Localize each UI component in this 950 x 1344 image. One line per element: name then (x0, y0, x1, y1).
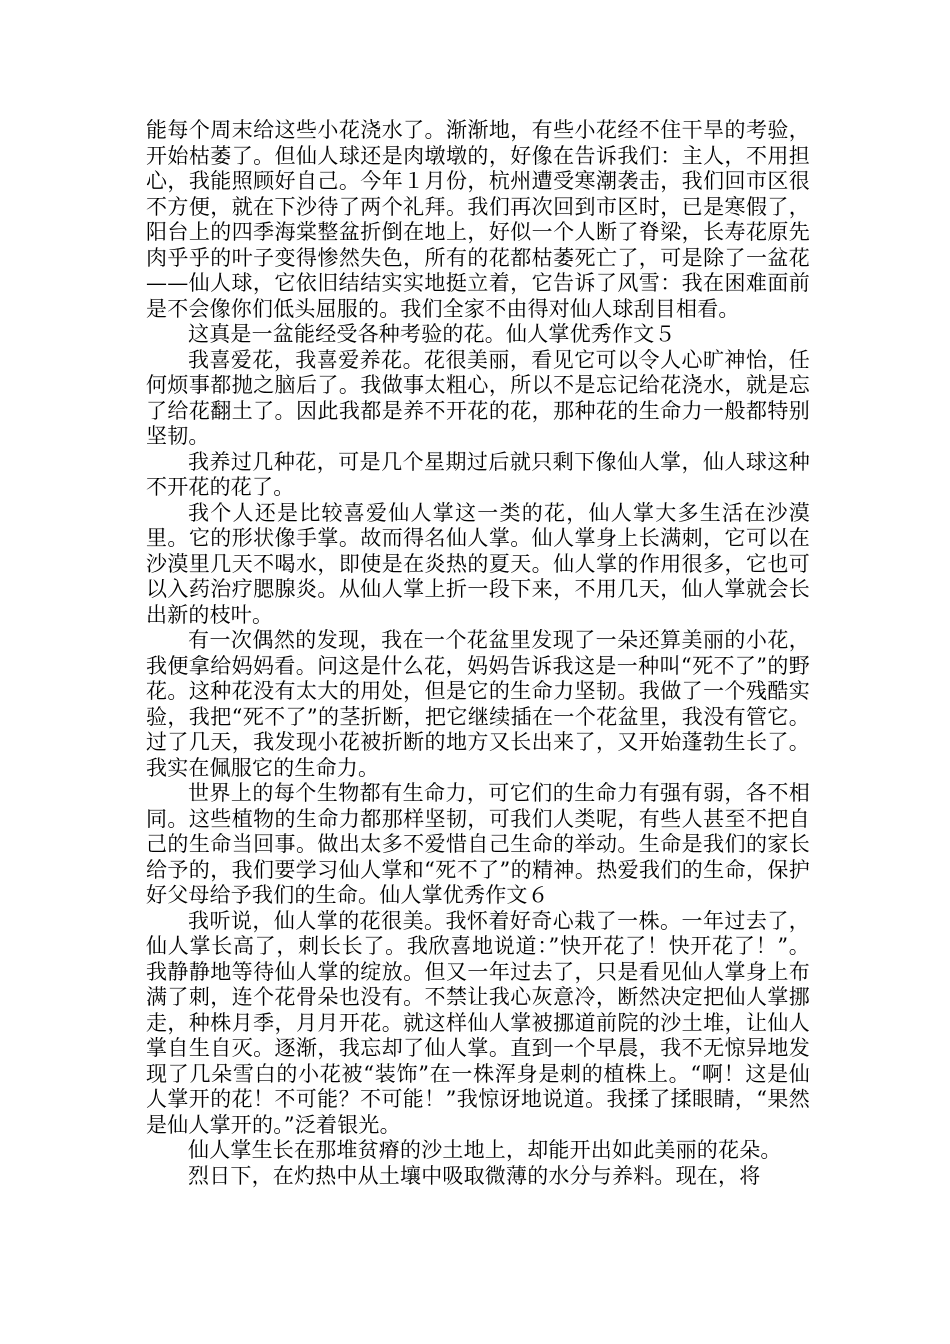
paragraph-9: 仙人掌生长在那堆贫瘠的沙土地上，却能开出如此美丽的花朵。 (188, 1138, 782, 1162)
paragraph-7: 世界上的每个生物都有生命力，可它们的生命力有强有弱，各不相同。这些植物的生命力都那样坚韧，可我们人类呢，有些人甚至不把自己的生命当回事。做出太多不爱惜自己生命的举动。生命是我们的家长给予的，我们要学习仙人掌和“死不了”的精神。热爱我们的生命，保护好父母给予我们的生命。仙人掌优秀作文６ (146, 781, 810, 907)
paragraph-5: 我个人还是比较喜爱仙人掌这一类的花，仙人掌大多生活在沙漠里。它的形状像手掌。故而得名仙人掌。仙人掌身上长满刺，它可以在沙漠里几天不喝水，即使是在炎热的夏天。仙人掌的作用很多，它也可以入药治疗腮腺炎。从仙人掌上折一段下来，不用几天，仙人掌就会长出新的枝叶。 (146, 500, 810, 627)
paragraph-1: 能每个周末给这些小花浇水了。渐渐地，有些小花经不住干旱的考验，开始枯萎了。但仙人球还是肉墩墩的，好像在告诉我们：主人，不用担心，我能照顾好自己。今年１月份，杭州遭受寒潮袭击，我们回市区很不方便，就在下沙待了两个礼拜。我们再次回到市区时，已是寒假了，阳台上的四季海棠整盆折倒在地上，好似一个人断了脊梁，长寿花原先肉乎乎的叶子变得惨然失色，所有的花都枯萎死亡了，可是除了一盆花——仙人球，它依旧结结实实地挺立着，它告诉了风雪：我在困难面前是不会像你们低头屈服的。我们全家不由得对仙人球刮目相看。 (146, 118, 810, 321)
paragraph-3: 我喜爱花，我喜爱养花。花很美丽，看见它可以令人心旷神怡，任何烦事都抛之脑后了。我做事太粗心，所以不是忘记给花浇水，就是忘了给花翻土了。因此我都是养不开花的花，那种花的生命力一般都特别坚韧。 (146, 347, 810, 448)
paragraph-6: 有一次偶然的发现，我在一个花盆里发现了一朵还算美丽的小花，我便拿给妈妈看。问这是什么花，妈妈告诉我这是一种叫“死不了”的野花。这种花没有太大的用处，但是它的生命力坚韧。我做了一个残酷实验，我把“死不了”的茎折断，把它继续插在一个花盆里，我没有管它。过了几天，我发现小花被折断的地方又长出来了，又开始蓬勃生长了。我实在佩服它的生命力。 (146, 628, 810, 780)
paragraph-10: 烈日下，在灼热中从土壤中吸取微薄的水分与养料。现在，将 (188, 1163, 761, 1188)
paragraph-4: 我养过几种花，可是几个星期过后就只剩下像仙人掌，仙人球这种不开花的花了。 (146, 449, 810, 499)
paragraph-8: 我听说，仙人掌的花很美。我怀着好奇心栽了一株。一年过去了，仙人掌长高了，刺长长了。我欣喜地说道：”快开花了！快开花了！”。我静静地等待仙人掌的绽放。但又一年过去了，只是看见仙人掌身上布满了刺，连个花骨朵也没有。不禁让我心灰意冷，断然决定把仙人掌挪走，种株月季，月月开花。就这样仙人掌被挪道前院的沙土堆，让仙人掌自生自灭。逐渐，我忘却了仙人掌。直到一个早晨，我不无惊异地发现了几朵雪白的小花被“装饰”在一株浑身是刺的植株上。“啊！这是仙人掌开的花！不可能？不可能！”我惊讶地说道。我揉了揉眼睛，“果然是仙人掌开的。”泛着银光。 (146, 908, 810, 1137)
paragraph-2: 这真是一盆能经受各种考验的花。仙人掌优秀作文５ (188, 322, 676, 346)
document-body (146, 118, 810, 1189)
